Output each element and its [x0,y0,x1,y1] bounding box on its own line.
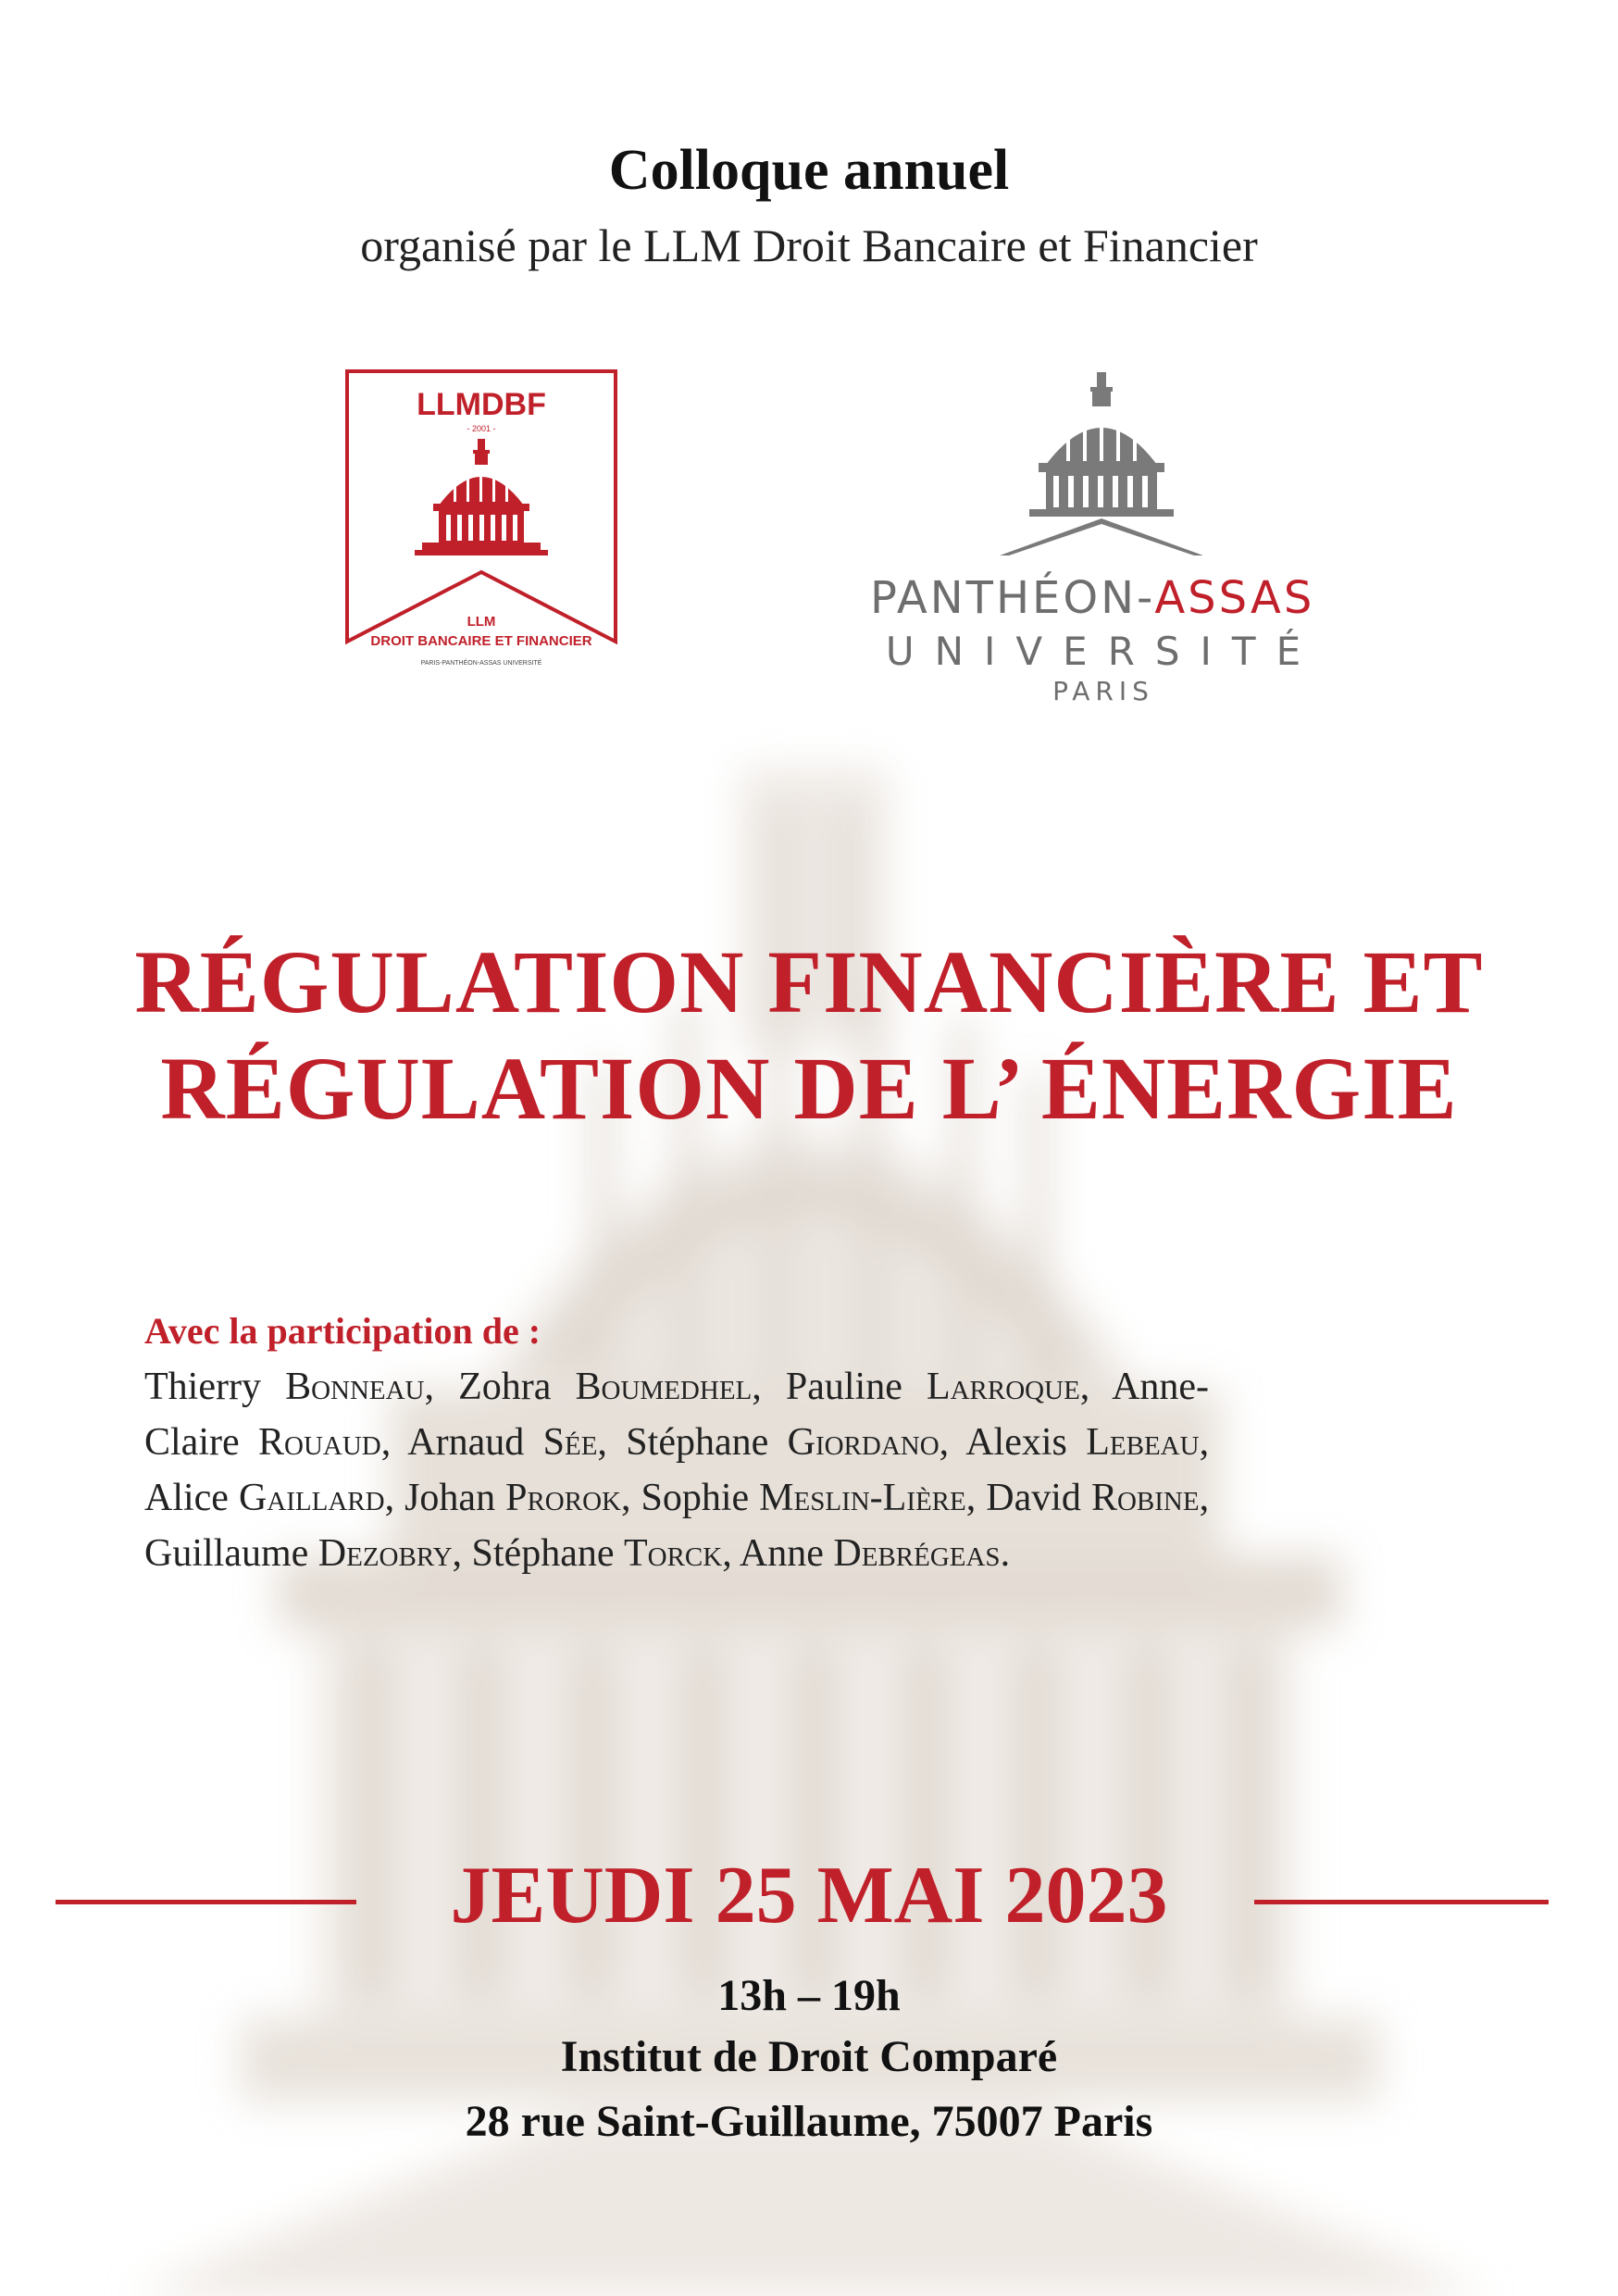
participant-first-name: Sophie [641,1477,750,1519]
participant-last-name: Bonneau [285,1366,425,1408]
participant-separator: , [620,1477,631,1519]
llmdbf-line1: LLM [467,614,496,630]
participant-first-name: Guillaume [144,1532,309,1575]
pantheon-assas-logo [870,370,1333,713]
participant-last-name: Lebeau [1086,1421,1200,1464]
participant-name [472,1532,732,1575]
participant-last-name: Boumedhel [575,1366,753,1408]
header-title: Colloque annuel [608,139,1010,202]
participant-name [626,1421,949,1464]
llmdbf-year: - 2001 - [467,424,496,433]
participants-list [144,1359,1209,1581]
pantheon-name-part1: PANTHÉON- [870,572,1155,624]
participant-last-name: Sée [542,1421,598,1464]
participant-name [986,1477,1209,1519]
participant-separator: , [1079,1366,1090,1408]
participant-last-name: Torck [623,1532,723,1575]
svg-text:PANTHÉON-ASSAS [870,571,1314,624]
participant-last-name: Meslin-Lière [759,1477,966,1519]
event-venue: Institut de Droit Comparé [560,2032,1058,2081]
participant-name [965,1421,1209,1464]
participant-first-name: Johan [404,1477,496,1519]
participants-lead: Avec la participation de : [144,1310,541,1352]
participant-separator: . [1000,1532,1011,1575]
participant-name [740,1532,1010,1575]
participant-first-name: Arnaud [407,1421,525,1464]
participant-last-name: Dezobry [317,1532,453,1575]
header-subtitle: organisé par le LLM Droit Bancaire et Financier [360,219,1258,271]
participant-separator: , [939,1421,950,1464]
pantheon-dome-icon [1000,372,1203,555]
event-title-line2: RÉGULATION DE L’ ÉNERGIE [160,1039,1458,1139]
participant-name [458,1366,762,1408]
llmdbf-line3: PARIS-PANTHÉON-ASSAS UNIVERSITÉ [420,660,542,667]
participant-separator: , [1199,1421,1210,1464]
participants-block [144,1309,1209,1581]
participant-first-name: Pauline [785,1366,902,1408]
pantheon-dome-icon [415,439,548,555]
participant-separator: , [965,1477,977,1519]
participant-last-name: Gaillard [238,1477,385,1519]
participant-name [786,1366,1089,1408]
participant-first-name: Stéphane [471,1532,615,1575]
participant-first-name: Stéphane [626,1421,769,1464]
participant-name [144,1366,434,1408]
event-title [0,929,1618,1142]
event-address: 28 rue Saint-Guillaume, 75007 Paris [465,2097,1153,2146]
pantheon-name-part2: ASSAS [1154,572,1315,624]
participant-first-name: Alice [144,1477,229,1519]
participant-first-name: Anne [739,1532,824,1575]
participant-first-name: David [986,1477,1081,1519]
participant-separator: , [722,1532,732,1575]
participant-last-name: Debrégeas [833,1532,1001,1575]
participant-separator: , [597,1421,607,1464]
participant-separator: , [380,1421,392,1464]
participant-first-name: Alexis [965,1421,1067,1464]
llmdbf-acronym: LLMDBF [417,387,546,422]
participant-separator: , [752,1366,762,1408]
participant-name [407,1421,607,1464]
participant-last-name: Larroque [926,1366,1080,1408]
participant-separator: , [1199,1477,1210,1519]
llmdbf-line2: DROIT BANCAIRE ET FINANCIER [370,633,592,649]
participant-name [404,1477,630,1519]
pantheon-line2: UNIVERSITÉ [885,629,1322,674]
participant-last-name: Robine [1090,1477,1200,1519]
pantheon-line3: PARIS [1052,676,1154,706]
participant-first-name: Anne-Claire [144,1366,1210,1464]
event-title-line1: RÉGULATION FINANCIÈRE ET [134,932,1484,1031]
participant-first-name: Thierry [144,1366,261,1408]
participant-separator: , [384,1477,395,1519]
participant-last-name: Giordano [787,1421,940,1464]
participant-first-name: Zohra [458,1366,552,1408]
participant-separator: , [452,1532,463,1575]
participant-separator: , [424,1366,435,1408]
participant-last-name: Prorok [505,1477,621,1519]
event-date: JEUDI 25 MAI 2023 [450,1851,1168,1940]
participant-name [144,1477,394,1519]
date-rule-right [1254,1900,1549,1904]
participant-last-name: Rouaud [258,1421,381,1464]
participant-name [144,1532,462,1575]
participant-name [641,1477,976,1519]
llmdbf-logo [342,368,620,702]
event-time: 13h – 19h [717,1971,901,2020]
